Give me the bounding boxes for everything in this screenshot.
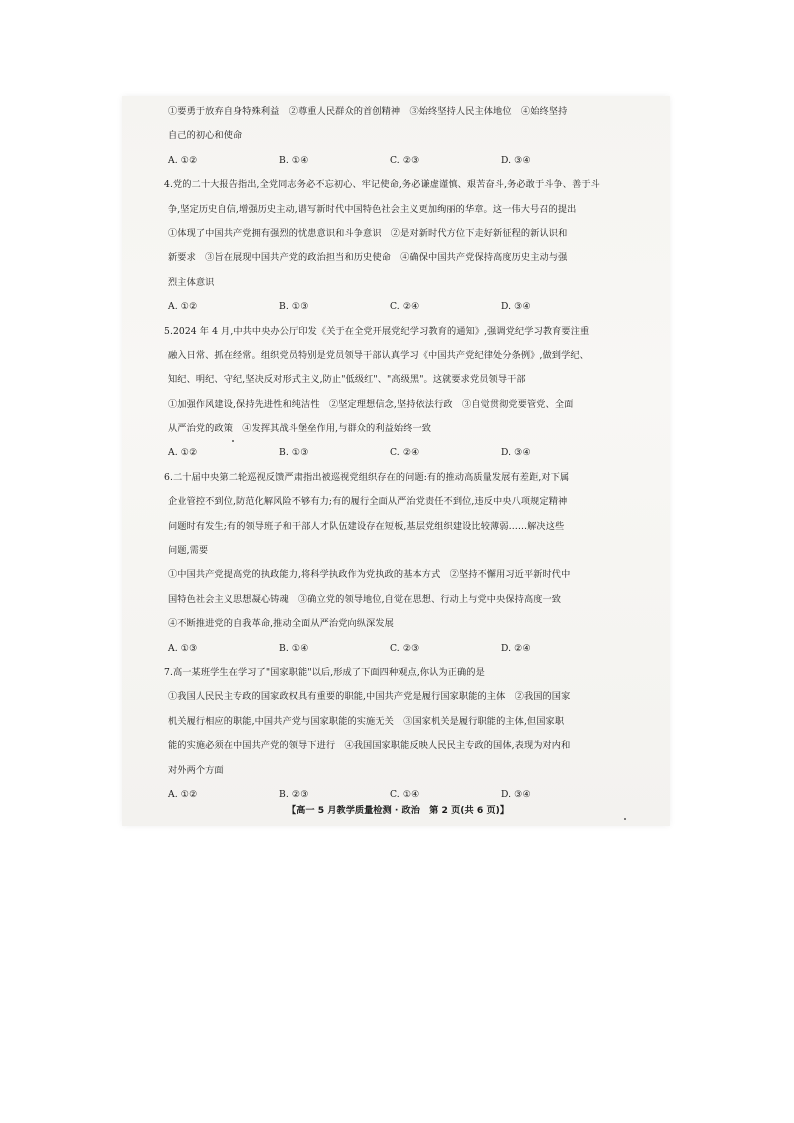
q5-stem-line: 5.2024 年 4 月,中共中央办公厅印发《关于在全党开展党纪学习教育的通知》,强调党纪学习教育要注重 — [164, 325, 590, 337]
option-c: C. ①④ — [390, 788, 420, 800]
option-d: D. ③④ — [501, 154, 531, 166]
option-c: C. ②③ — [390, 642, 420, 654]
q7-item-line: 能的实施必须在中国共产党的领导下进行 ④我国国家职能反映人民民主专政的国体,表现为对内和 — [168, 740, 571, 752]
option-d: D. ③④ — [501, 447, 531, 459]
q5-stem-line: 融入日常、抓在经常。组织党员特别是党员领导干部认真学习《中国共产党纪律处分条例》,做到学纪、 — [168, 349, 589, 361]
q7-stem-line: 7.高一某班学生在学习了"国家职能"以后,形成了下面四种观点,你认为正确的是 — [164, 666, 485, 678]
option-b: B. ①③ — [279, 301, 309, 313]
option-d: D. ③④ — [501, 301, 531, 313]
q4-item-line: 新要求 ③旨在展现中国共产党的政治担当和历史使命 ④确保中国共产党保持高度历史主动与强 — [168, 252, 568, 264]
q4-stem-line: 争,坚定历史自信,增强历史主动,谱写新时代中国特色社会主义更加绚丽的华章。这一伟大号召的提出 — [168, 203, 577, 215]
q6-stem-line: 企业管控不到位,防范化解风险不够有力;有的履行全面从严治党责任不到位,违反中央八项规定精神 — [168, 496, 568, 508]
option-a: A. ①② — [168, 154, 198, 166]
q6-stem-line: 6.二十届中央第二轮巡视反馈严肃指出被巡视党组织存在的问题:有的推动高质量发展有差距,对下属 — [164, 471, 570, 483]
option-b: B. ②③ — [279, 788, 309, 800]
q4-item-line: ①体现了中国共产党拥有强烈的忧患意识和斗争意识 ②是对新时代方位下走好新征程的新认识和 — [168, 227, 568, 239]
q6-stem-line: 问题,需要 — [168, 545, 209, 557]
option-a: A. ①② — [168, 447, 198, 459]
q3-options — [168, 149, 614, 173]
q6-item-line: ①中国共产党提高党的执政能力,将科学执政作为党执政的基本方式 ②坚持不懈用习近平新时代中 — [168, 569, 571, 581]
q7-item-line: 对外两个方面 — [168, 764, 224, 776]
q7-item-line: ①我国人民民主专政的国家政权具有重要的职能,中国共产党是履行国家职能的主体 ②我国的国家 — [168, 691, 571, 703]
q6-item-line: 国特色社会主义思想凝心铸魂 ③确立党的领导地位,自觉在思想、行动上与党中央保持高度一致 — [168, 593, 562, 605]
option-d: D. ③④ — [501, 788, 531, 800]
q4-item-line: 烈主体意识 — [168, 276, 215, 288]
q3-item-line: ①要勇于放弃自身特殊利益 ②尊重人民群众的首创精神 ③始终坚持人民主体地位 ④始终坚持 — [168, 106, 568, 117]
option-d: D. ②④ — [501, 642, 531, 654]
option-c: C. ②④ — [390, 301, 420, 313]
option-c: C. ②③ — [390, 154, 420, 166]
option-b: B. ①④ — [279, 642, 309, 654]
q5-item-line: ①加强作风建设,保持先进性和纯洁性 ②坚定理想信念,坚持依法行政 ③自觉贯彻党要管党、全面 — [168, 398, 574, 410]
q6-stem-line: 问题时有发生;有的领导班子和干部人才队伍建设存在短板,基层党组织建设比较薄弱……解决这些 — [168, 520, 565, 532]
option-a: A. ①③ — [168, 642, 198, 654]
question-3 — [168, 100, 614, 173]
question-6 — [164, 466, 614, 661]
exam-content — [164, 100, 614, 807]
q6-options — [168, 637, 614, 661]
q4-stem-line: 4.党的二十大报告指出,全党同志务必不忘初心、牢记使命,务必谦虚谨慎、艰苦奋斗,务必敢于斗争、善于斗 — [164, 179, 600, 191]
q5-options — [168, 441, 614, 465]
option-c: C. ②④ — [390, 447, 420, 459]
question-5 — [164, 320, 614, 466]
q5-stem-line: 知纪、明纪、守纪,坚决反对形式主义,防止"低级红"、"高级黑"。这就要求党员领导干部 — [168, 374, 526, 386]
q4-options — [168, 295, 614, 319]
option-a: A. ①② — [168, 301, 198, 313]
page-footer: 【高一 5 月教学质量检测 · 政治 第 2 页(共 6 页)】 — [286, 805, 510, 816]
q3-item-line: 自己的初心和使命 — [168, 130, 243, 142]
scan-speck — [232, 440, 234, 442]
option-b: B. ①④ — [279, 154, 309, 166]
option-b: B. ①③ — [279, 447, 309, 459]
option-a: A. ①② — [168, 788, 198, 800]
q6-item-line: ④不断推进党的自我革命,推动全面从严治党向纵深发展 — [168, 618, 394, 630]
q5-item-line: 从严治党的政策 ④发挥其战斗堡垒作用,与群众的利益始终一致 — [168, 423, 432, 435]
scan-speck — [624, 818, 626, 820]
question-4 — [164, 173, 614, 319]
q7-item-line: 机关履行相应的职能,中国共产党与国家职能的实施无关 ③国家机关是履行职能的主体,但国家职 — [168, 715, 565, 727]
question-7 — [164, 661, 614, 807]
